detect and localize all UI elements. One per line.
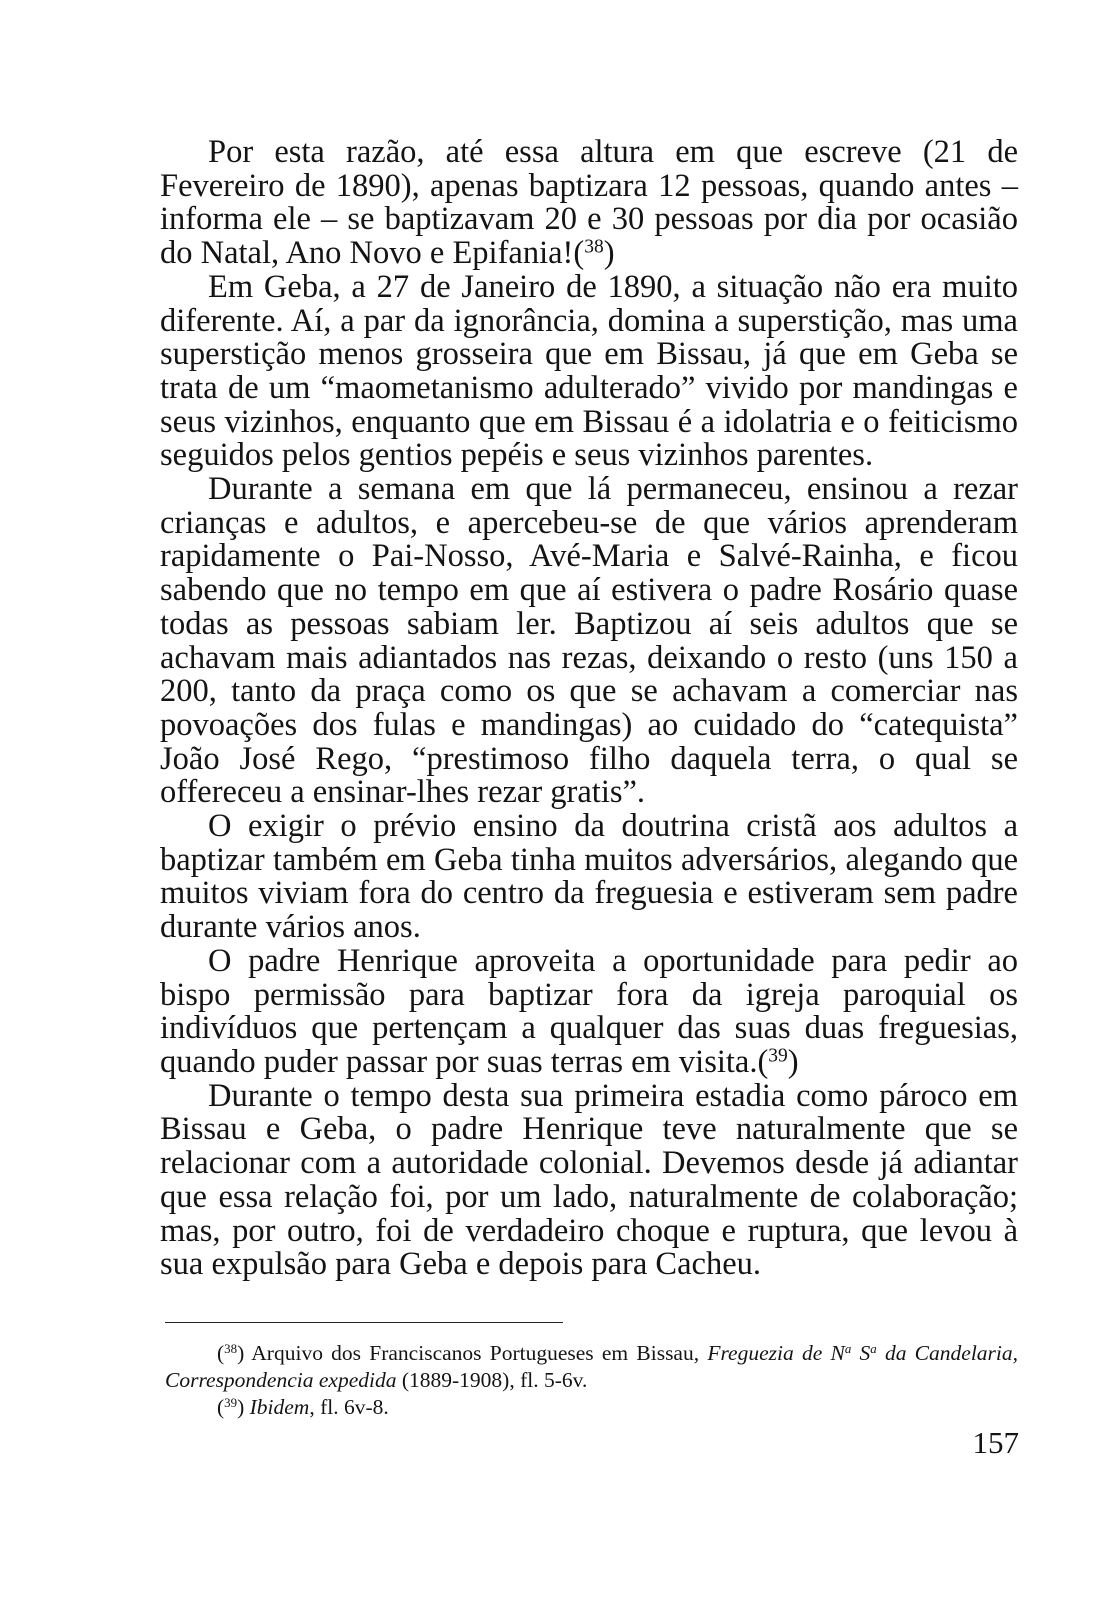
footnote-source-title: Ibidem [249, 1395, 310, 1419]
paragraph-text: Durante a semana em que lá permaneceu, ensinou a rezar crianças e adultos, e apercebeu-se de que vários aprenderam rapidamente o Pai-Nosso, Avé-Maria e Salvé-Rainha, e ficou sabendo que no tempo em que aí estivera o padre Rosário quase todas as pessoas sabiam ler. Baptizou aí seis adultos que se achavam mais adiantados nas rezas, deixando o resto (uns 150 a 200, tanto da praça como os que se achavam a comerciar nas povoações dos fulas e mandingas) ao cuidado do “catequista” João José Rego, “prestimoso filho daquela terra, o qual se offereceu a ensinar-lhes rezar gratis”. [160, 471, 1018, 811]
paragraph [160, 473, 1018, 810]
footnote-reference: 38 [584, 236, 604, 258]
paragraph [160, 810, 1018, 945]
paragraph-text-tail: ) [603, 235, 615, 272]
footnote-number: 38 [224, 1341, 238, 1356]
footnote [165, 1340, 1018, 1394]
footnote-source-title: da Candelaria, Correspondencia expedida [165, 1341, 1019, 1392]
main-text [160, 136, 1018, 1282]
footnotes [165, 1340, 1018, 1421]
paragraph [160, 136, 1018, 271]
footnote-marker-close: ) [237, 1341, 245, 1365]
footnote-source-title: S [851, 1341, 871, 1365]
paragraph-text: Por esta razão, até essa altura em que escreve (21 de Fevereiro de 1890), apenas baptizara 12 pessoas, quando antes – informa ele – se baptizavam 20 e 30 pessoas por dia por ocasião do Natal, Ano Novo e Epifania!( [160, 134, 1018, 272]
footnote-marker-open: ( [217, 1341, 225, 1365]
footnote [165, 1394, 1018, 1421]
footnote-text-tail: (1889-1908), fl. 5-6v. [396, 1368, 588, 1392]
footnote-text-tail: , fl. 6v-8. [309, 1395, 389, 1419]
footnote-marker-close: ) [237, 1395, 245, 1419]
paragraph-text: Durante o tempo desta sua primeira estadia como pároco em Bissau e Geba, o padre Henrique teve naturalmente que se relacionar com a autoridade colonial. Devemos desde já adiantar que essa relação foi, por um lado, naturalmente de colaboração; mas, por outro, foi de verdadeiro choque e ruptura, que levou à sua expulsão para Geba e depois para Cacheu. [160, 1077, 1018, 1283]
paragraph [160, 1077, 1018, 1283]
footnote-superscript: a [844, 1341, 852, 1356]
paragraph-text: O padre Henrique aproveita a oportunidade para pedir ao bispo permissão para baptizar fora da igreja paroquial os indivíduos que pertençam a qualquer das suas duas freguesias, quando puder passar por suas terras em visita.( [160, 942, 1018, 1080]
page-number: 157 [972, 1425, 1019, 1460]
footnote-marker-open: ( [217, 1395, 225, 1419]
paragraph [160, 942, 1018, 1080]
paragraph-text-tail: ) [787, 1043, 799, 1080]
footnote-reference: 39 [768, 1045, 788, 1067]
paragraph-text: O exigir o prévio ensino da doutrina cristã aos adultos a baptizar também em Geba tinha muitos adversários, alegando que muitos viviam fora do centro da freguesia e estiveram sem padre durante vários anos. [160, 808, 1018, 946]
footnote-number: 39 [224, 1395, 238, 1410]
footnote-divider [165, 1322, 563, 1323]
footnote-source-title: Freguezia de N [707, 1341, 845, 1365]
footnote-superscript: a [870, 1341, 877, 1356]
footnote-text: Arquivo dos Franciscanos Portugueses em Bissau, [244, 1341, 708, 1365]
paragraph [160, 268, 1018, 474]
paragraph-text: Em Geba, a 27 de Janeiro de 1890, a situação não era muito diferente. Aí, a par da ignorância, domina a superstição, mas uma superstição menos grosseira que em Bissau, já que em Geba se trata de um “maometanismo adulterado” vivido por mandingas e seus vizinhos, enquanto que em Bissau é a idolatria e o feiticismo seguidos pelos gentios pepéis e seus vizinhos parentes. [160, 268, 1018, 474]
